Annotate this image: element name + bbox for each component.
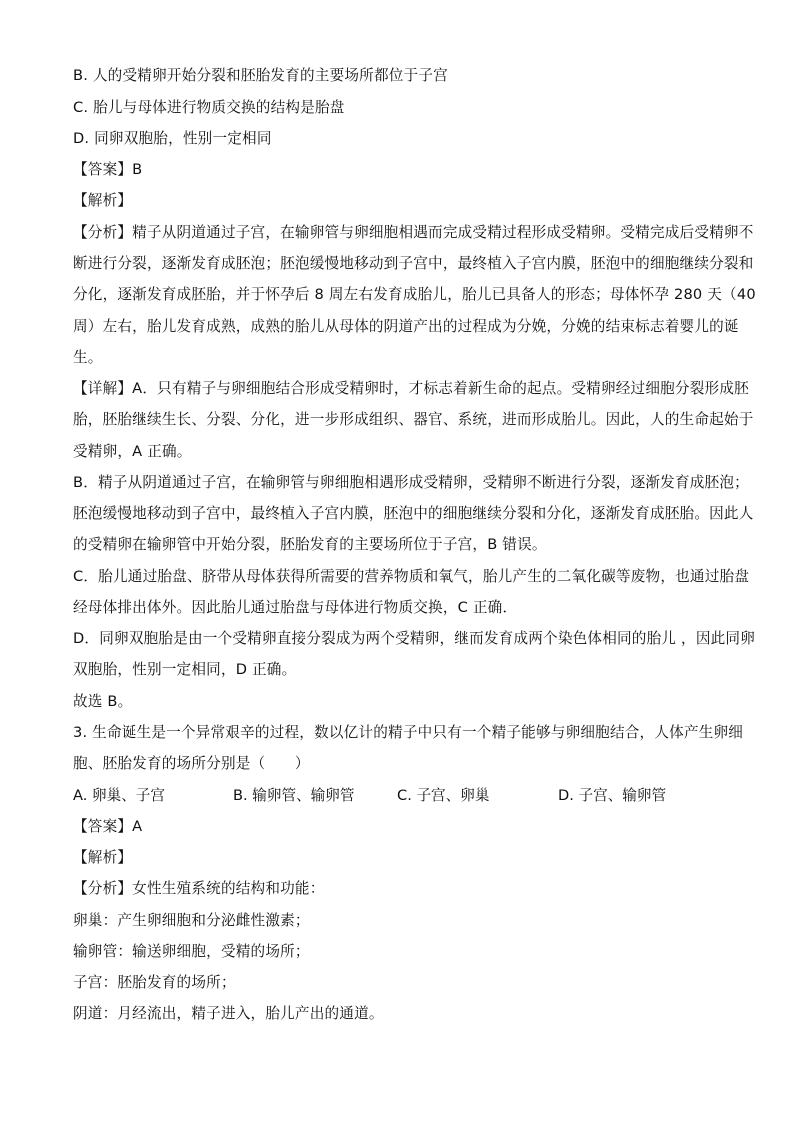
question-stem: 3. 生命诞生是一个异常艰辛的过程，数以亿计的精子中只有一个精子能够与卵细胞结合，人体产生卵细 — [73, 724, 744, 741]
ovary-function: 卵巢：产生卵细胞和分泌雌性激素； — [73, 912, 310, 929]
option-d-text: D. 同卵双胞胎，性别一定相同 — [73, 130, 272, 147]
option-c-text: C. 胎儿与母体进行物质交换的结构是胎盘 — [73, 99, 345, 116]
question-option-a: A. 卵巢、子宫 — [73, 787, 165, 804]
conclusion-text: 故选 B。 — [73, 693, 133, 710]
question-option-d: D. 子宫、输卵管 — [558, 787, 667, 804]
detail-paragraph: 胚泡缓慢地移动到子宫中，最终植入子宫内膜，胚泡中的细胞继续分裂和分化，逐渐发育成胚胎。因此人 — [73, 505, 754, 522]
uterus-function: 子宫：胚胎发育的场所； — [73, 974, 236, 991]
detail-paragraph: 受精卵，A 正确。 — [73, 443, 192, 460]
analysis-paragraph: 分化，逐渐发育成胚胎，并于怀孕后 8 周左右发育成胎儿，胎儿已具备人的形态；母体怀孕 280 天（40 — [73, 286, 756, 303]
question-option-c: C. 子宫、卵巢 — [397, 787, 490, 804]
analysis-paragraph: 断进行分裂，逐渐发育成胚泡；胚泡缓慢地移动到子宫中，最终植入子宫内膜，胚泡中的细胞继续分裂和 — [73, 255, 754, 272]
question-option-b: B. 输卵管、输卵管 — [233, 787, 355, 804]
analysis-paragraph: 【分析】精子从阴道通过子宫，在输卵管与卵细胞相遇而完成受精过程形成受精卵。受精完成后受精卵不 — [73, 224, 754, 241]
analysis-paragraph: 【分析】女性生殖系统的结构和功能： — [73, 880, 325, 897]
detail-paragraph: 经母体排出体外。因此胎儿通过胎盘与母体进行物质交换，C 正确． — [73, 599, 518, 616]
analysis-paragraph: 生。 — [73, 349, 103, 366]
detail-paragraph: D．同卵双胞胎是由一个受精卵直接分裂成为两个受精卵，继而发育成两个染色体相同的胎儿 ，因此同卵 — [73, 630, 755, 647]
detail-paragraph: 【详解】A．只有精子与卵细胞结合形成受精卵时，才标志着新生命的起点。受精卵经过细胞分裂形成胚 — [73, 380, 749, 397]
detail-paragraph: 的受精卵在输卵管中开始分裂，胚胎发育的主要场所位于子宫，B 错误。 — [73, 536, 547, 553]
detail-paragraph: C．胎儿通过胎盘、脐带从母体获得所需要的营养物质和氧气，胎儿产生的二氧化碳等废物，也通过胎盘 — [73, 568, 750, 585]
vagina-function: 阴道：月经流出，精子进入，胎儿产出的通道。 — [73, 1005, 384, 1022]
oviduct-function: 输卵管：输送卵细胞，受精的场所； — [73, 943, 310, 960]
detail-paragraph: B．精子从阴道通过子宫，在输卵管与卵细胞相遇形成受精卵，受精卵不断进行分裂，逐渐发育成胚泡； — [73, 474, 749, 491]
question-stem: 胞、胚胎发育的场所分别是（ ） — [73, 755, 310, 772]
analysis-label: 【解析】 — [73, 849, 133, 866]
analysis-label: 【解析】 — [73, 192, 133, 209]
answer-label: 【答案】A — [73, 818, 143, 835]
detail-paragraph: 胎，胚胎继续生长、分裂、分化，进一步形成组织、器官、系统，进而形成胎儿。因此，人的生命起始于 — [73, 411, 754, 428]
answer-label: 【答案】B — [73, 161, 143, 178]
analysis-paragraph: 周）左右，胎儿发育成熟，成熟的胎儿从母体的阴道产出的过程成为分娩，分娩的结束标志着婴儿的诞 — [73, 318, 739, 335]
detail-paragraph: 双胞胎，性别一定相同，D 正确。 — [73, 661, 297, 678]
option-b-text: B. 人的受精卵开始分裂和胚胎发育的主要场所都位于子宫 — [73, 67, 448, 84]
